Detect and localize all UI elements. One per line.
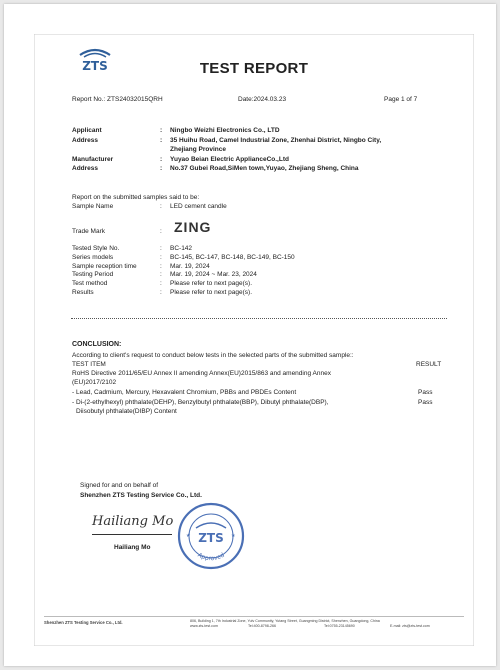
stamp-ring-text: Approved	[196, 551, 226, 563]
sample-name-value: LED cement candle	[170, 203, 227, 210]
detail-value: BC-145, BC-147, BC-148, BC-149, BC-150	[170, 253, 295, 261]
party-label: Address	[72, 136, 99, 144]
test-item-1: - Lead, Cadmium, Mercury, Hexavalent Chromium, PBBs and PBDEs Content	[72, 389, 297, 396]
detail-label: Testing Period	[72, 271, 114, 279]
details-block	[72, 245, 452, 298]
trade-mark-logo: ZING	[174, 219, 212, 235]
party-label: Manufacturer	[72, 155, 114, 163]
manufacturer-address: No.37 Gubei Road,SiMen town,Yuyao, Zhejiang Sheng, China	[170, 165, 359, 172]
detail-label: Sample reception time	[72, 262, 137, 270]
test-item-2: - Di-(2-ethylhexyl) phthalate(DEHP), Benzylbutyl phthalate(BBP), Dibutyl phthalate(DBP),	[72, 399, 329, 406]
trade-mark-label: Trade Mark	[72, 228, 105, 235]
detail-row: Tested Style No. : BC-142	[72, 245, 193, 252]
applicant-name: Ningbo Weizhi Electronics Co., LTD	[170, 127, 280, 134]
approval-stamp	[176, 501, 246, 571]
result-header: RESULT	[416, 361, 442, 368]
rohs-directive-2: (EU)2017/2102	[72, 379, 117, 386]
sample-name-label: Sample Name	[72, 203, 114, 210]
test-result-1: Pass	[418, 389, 433, 396]
dotted-divider	[71, 318, 447, 319]
report-date: Date:2024.03.23	[238, 96, 287, 103]
report-number: Report No.: ZTS24032015QRH	[72, 96, 163, 103]
footer-address: 806, Building 1, 7th Industrial Zone, Yulv Community, Yutang Street, Guangming District, Shenzhen, Guangdong, China	[190, 619, 380, 623]
detail-row: Sample reception time : Mar. 19, 2024	[72, 262, 210, 270]
detail-value: Please refer to next page(s).	[170, 288, 253, 296]
svg-text:★: ★	[231, 533, 236, 539]
page-title: TEST REPORT	[199, 60, 309, 77]
stamp-text: ZTS	[198, 531, 224, 545]
party-row: Applicant : Ningbo Weizhi Electronics Co., LTD	[72, 127, 280, 134]
certificate-frame	[4, 4, 496, 666]
test-result-2: Pass	[418, 399, 433, 406]
conclusion-heading: CONCLUSION:	[72, 341, 122, 348]
footer-tel: Tel:400-8798-266	[248, 624, 276, 628]
detail-value: BC-142	[170, 245, 193, 252]
footer-web: www.zts-test.com	[190, 624, 218, 628]
detail-value: Please refer to next page(s).	[170, 280, 253, 288]
signatory-name: Hailiang Mo	[114, 544, 151, 551]
signature-line	[92, 534, 172, 535]
party-row: Manufacturer : Yuyao Beian Electric ApplianceCo.,Ltd	[72, 155, 289, 163]
footer-fax: Tel:0755-23145690	[324, 624, 355, 628]
party-row	[72, 145, 452, 155]
detail-row: Series models : BC-145, BC-147, BC-148, BC-149, BC-150	[72, 253, 295, 261]
manufacturer-name: Yuyao Beian Electric ApplianceCo.,Ltd	[170, 155, 289, 163]
signed-for-text: Signed for and on behalf of	[80, 482, 159, 489]
detail-value: Mar. 19, 2024	[170, 262, 210, 270]
signing-company: Shenzhen ZTS Testing Service Co., Ltd.	[80, 492, 202, 499]
party-row: Address : 35 Huihu Road, Camel Industrial Zone, Zhenhai District, Ningbo City,	[72, 136, 382, 144]
applicant-address: 35 Huihu Road, Camel Industrial Zone, Zhenhai District, Ningbo City,	[170, 136, 382, 144]
detail-row: Testing Period : Mar. 19, 2024 ~ Mar. 23, 2024	[72, 271, 257, 279]
svg-text:★: ★	[186, 533, 191, 539]
party-label: Applicant	[72, 127, 102, 134]
footer-company: Shenzhen ZTS Testing Service Co., Ltd.	[44, 620, 123, 625]
party-label: Address	[72, 165, 99, 172]
applicant-address-2: Zhejiang Province	[170, 146, 226, 153]
conclusion-intro: According to client's request to conduct below tests in the selected parts of the submitted sample::	[72, 352, 354, 359]
rohs-directive: RoHS Directive 2011/65/EU Annex II amending Annex(EU)2015/863 and amending Annex	[72, 370, 331, 377]
report-page	[34, 34, 474, 646]
test-item-2-cont: Diisobutyl phthalate(DIBP) Content	[76, 408, 177, 415]
detail-label: Results	[72, 288, 94, 296]
page-number: Page 1 of 7	[384, 96, 418, 103]
detail-label: Test method	[72, 280, 108, 288]
detail-label: Series models	[72, 253, 114, 261]
trade-mark-row: Trade Mark : ZING	[72, 219, 212, 235]
detail-label: Tested Style No.	[72, 245, 120, 252]
sample-name-row: Sample Name : LED cement candle	[72, 203, 227, 210]
test-item-header: TEST ITEM	[72, 361, 106, 368]
handwritten-signature: Hailiang Mo	[92, 514, 174, 529]
page-footer	[44, 616, 464, 629]
logo-text: ZTS	[82, 59, 108, 73]
detail-row: Test method : Please refer to next page(s).	[72, 280, 253, 288]
detail-value: Mar. 19, 2024 ~ Mar. 23, 2024	[170, 271, 257, 279]
samples-intro: Report on the submitted samples said to be:	[72, 194, 200, 201]
detail-row: Results : Please refer to next page(s).	[72, 288, 253, 296]
footer-email: E-mail: zts@zts-test.com	[390, 624, 430, 628]
party-row: Address : No.37 Gubei Road,SiMen town,Yuyao, Zhejiang Sheng, China	[72, 165, 359, 172]
approved-seal-icon	[176, 501, 246, 571]
parties-block	[72, 126, 452, 174]
